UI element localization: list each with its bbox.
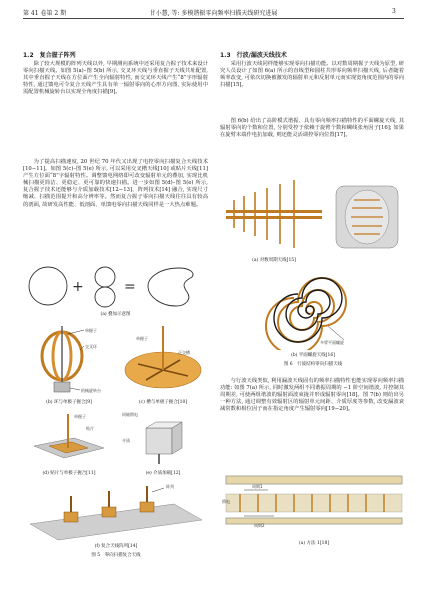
- section-title-1-2: 1.2 复合握子阵列: [23, 52, 76, 59]
- label-monopole-c: 单握子: [136, 336, 148, 341]
- svg-text:+: +: [72, 279, 84, 295]
- figure-5d: [24, 408, 114, 468]
- figure-5f: [24, 482, 208, 542]
- caption-6a: (a) 对数周期天线[15]: [252, 258, 296, 263]
- caption-5a: (a) 叠加示意图: [100, 312, 131, 317]
- label-coax: 同轴馈电: [122, 412, 138, 417]
- figure-6a: [224, 178, 402, 254]
- label-orthogonal-slot: 正交槽: [178, 350, 190, 355]
- figure-5-title: 图 5 零向扫描复合天线: [91, 553, 141, 558]
- label-dielectric: 介质: [122, 438, 130, 443]
- label-crossed-loop: 交叉环: [85, 344, 97, 349]
- page-number: 3: [392, 8, 396, 15]
- caption-7a: (a) 方法 1[18]: [298, 541, 330, 546]
- journal-issue: 第 41 卷第 2 期: [23, 10, 67, 17]
- svg-text:=: =: [124, 279, 136, 295]
- caption-5b: (b) 环与单极子握合[9]: [46, 400, 92, 405]
- label-monopole-d: 单握子: [74, 414, 86, 419]
- label-feed: 馈电: [222, 499, 230, 504]
- caption-5f: (f) 复合天线阵列[14]: [94, 544, 138, 549]
- label-multiarm-spiral: 多臂平面螺旋: [320, 340, 344, 345]
- label-rotator: 机械旋转台: [81, 388, 101, 393]
- header-rule: [23, 18, 404, 19]
- caption-5c: (c) 槽与单极子握合[10]: [138, 400, 188, 405]
- left-paragraph-2: 为了提高扫描速度, 20 世纪 70 年代又出现了电控零向扫描复合天线技术[10−11]。如图 5(c)–图 5(e) 所示, 可以采用交叉槽天线[10] 或贴片天线[11] 产生方位面“8”字辐射特性。调整馈电网络即可改变辐射单元的叠加, 实现比机械扫描更简洁、更稳定、更可靠的快速扫描。进一步如图 5(d)–图 5(e) 所示, 复合握子技术还能够与介质加载技术[12−13]、阵列技术[14] 融合, 实现尺寸缩减、扫描范围提升和高分辨率等。然而复合握子零向扫描天线往往具有较高的剖面, 故研发高性能、低剖面、单馈电零向扫描天线同样是一大热点难题。: [23, 159, 208, 208]
- label-array: 阵列: [166, 484, 174, 489]
- caption-5d: (d) 贴片与单极子握合[11]: [42, 471, 96, 476]
- left-paragraph-1: 除了较大规模的阵列天线以外, 早期测向系统中还采用复合握子技术来设计零向扫描天线。如图 5(a)–图 5(b) 所示, 交叉环天线与垂直握子天线共址配置, 其中垂直握子天线在方位面产生全向辐射特性, 而交叉环天线产生“8”字形辐射特性, 通过馈电可令复合天线产生具有单一辐射零向的心形方向图, 实际使用中需配置机械旋转台以实现全角度扫描[9]。: [23, 61, 208, 96]
- right-paragraph-3: 与行波天线类似, 利用漏波天线固有的频率扫描特性也能实现零向频率扫描功能: 如图 7(a) 所示, 同时激发两组不同谐振周期的 −1 阶空间谐波, 并控制其周期差, 可使两组谐波的辐射面波束拢并形成辐射零向[18]。图 7(b) 则给出另一种方法, 通过调整有效辐射区的辐射单元间距、介质厚度等参数, 改变漏波衰减常数和相位因子而在指定角度产生辐射零向[19−20]。: [220, 378, 404, 413]
- section-title-1-3: 1.3 行波/漏波天线技术: [220, 52, 287, 59]
- figure-5e: [118, 408, 208, 468]
- caption-5e: (e) 介质加载[12]: [145, 471, 181, 476]
- caption-6b: (b) 平面螺旋天线[16]: [290, 353, 336, 358]
- label-monopole: 单握子: [85, 328, 97, 333]
- figure-5a: [24, 264, 206, 310]
- figure-5c: [118, 320, 208, 398]
- page-header: [0, 0, 427, 22]
- figure-5b: [24, 320, 114, 398]
- label-patch: 贴片: [86, 426, 94, 431]
- figure-6b: [250, 270, 370, 350]
- running-title: 甘小慧, 等: 多模谐振零向频率扫描天线研究进展: [149, 10, 278, 17]
- right-paragraph-2: 图 6(b) 给出了高阶模式谐振、具有零向频率扫描特性的平面螺旋天线, 其辐射零向的个数和位置, 分别受控于依赖于旋臂个数和螺线张角因子[16]; 如果在旋臂末端作电抗加载, 则还能灵活调控零向位置[17]。: [220, 118, 404, 139]
- label-period-2: 周期2: [254, 523, 265, 528]
- label-period-1: 周期1: [252, 484, 263, 489]
- figure-7a: [224, 468, 404, 538]
- right-paragraph-1: 采用行波天线同样能够实现零向扫描功能。以对数周期握子天线为原型, 研究人员设计了如图 6(a) 所示的直线型和圆柱共形零向频率扫描天线, 后者随着频率改变, 可依次切换被激发的辐射单元和反射单元而实现宽角度范围内的零向扫描[15]。: [220, 61, 404, 89]
- figure-6-title: 图 6 行波结构零向扫描天线: [283, 362, 343, 367]
